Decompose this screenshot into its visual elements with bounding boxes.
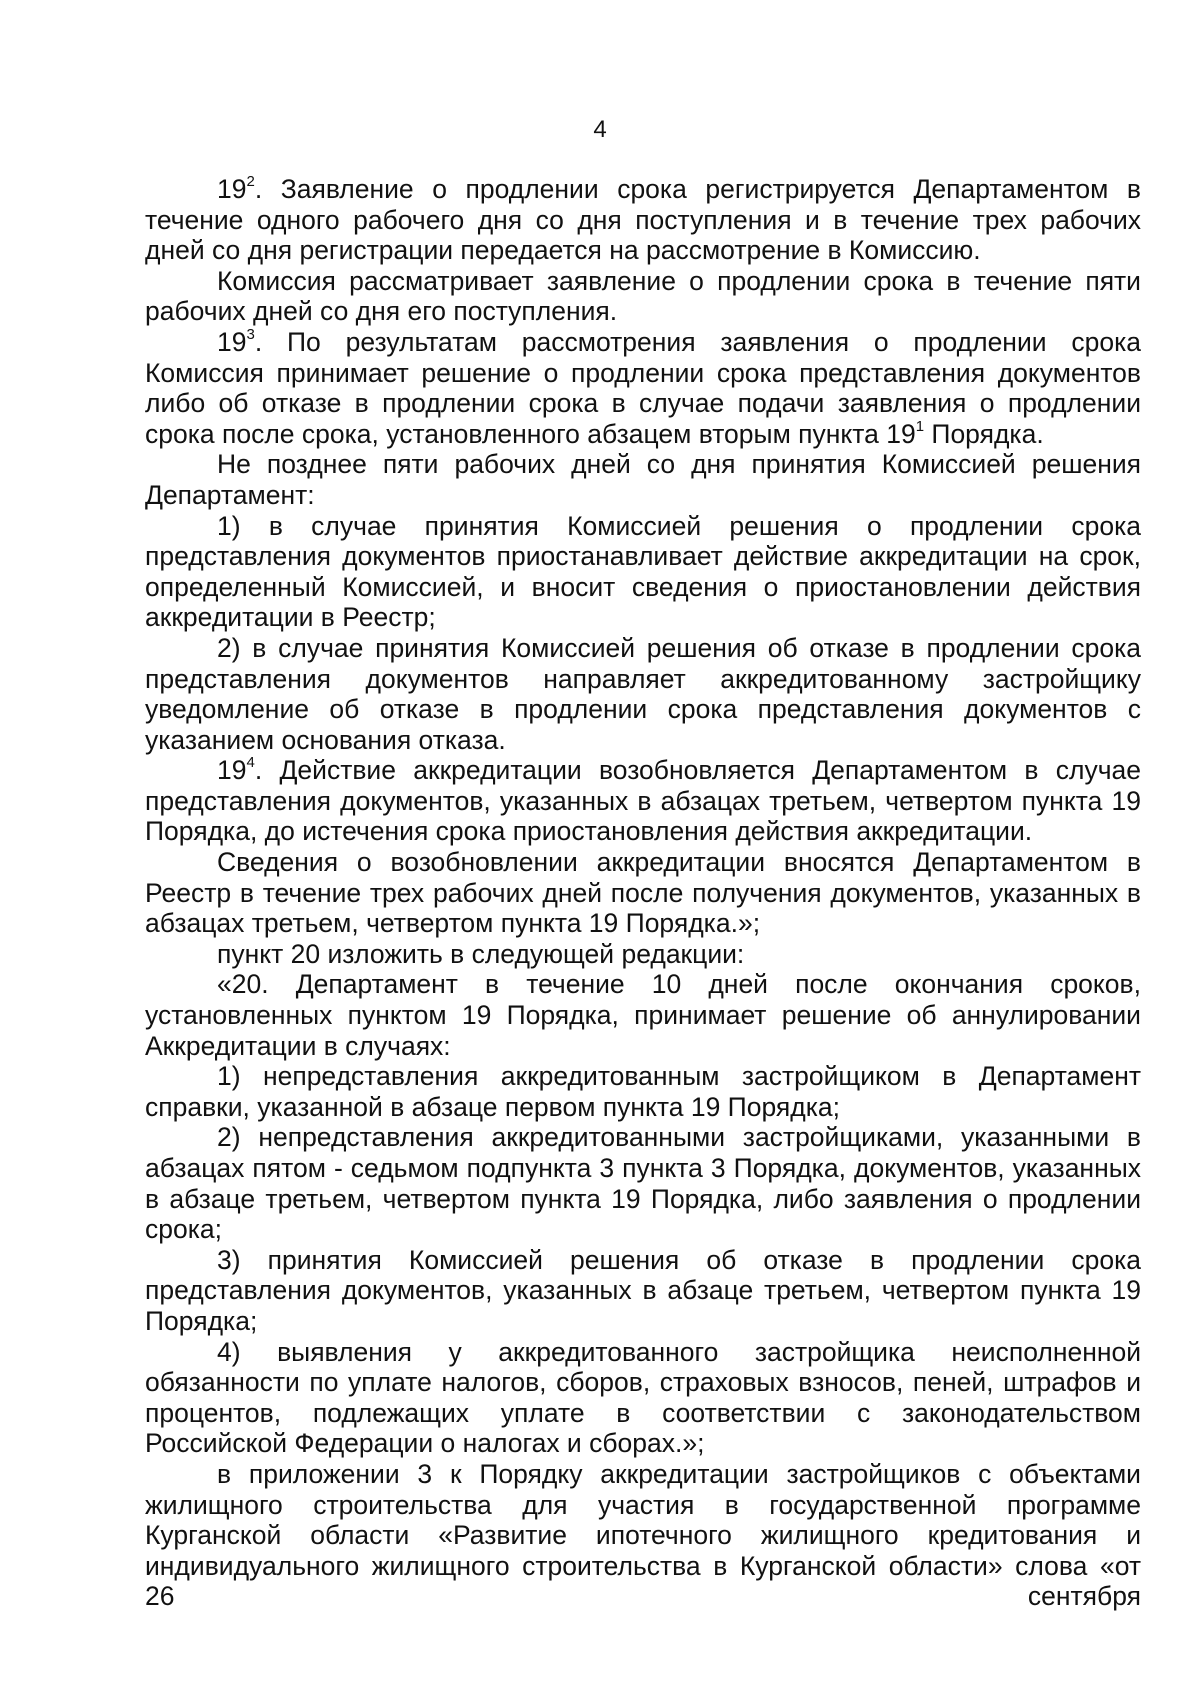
paragraph-text: 2) непредставления аккредитованными застройщиками, указанными в абзацах пятом - седьмом подпункта 3 пункта 3 Порядка, документов, указанных в абзаце третьем, четвертом пункта 19 Порядка, либо заявления о продлении срока;: [145, 1122, 1141, 1245]
list-item-20-1: [145, 1061, 1141, 1122]
paragraph-text: 4) выявления у аккредитованного застройщика неисполненной обязанности по уплате налогов, сборов, страховых взносов, пеней, штрафов и процентов, подлежащих уплате в соответствии с законодательством Российской Федерации о налогах и сборах.»;: [145, 1336, 1141, 1459]
paragraph-text: . По результатам рассмотрения заявления о продлении срока Комиссия принимает решение о продлении срока представления документов либо об отказе в продлении срока в случае подачи заявления о продлении срока после срока, установленного абзацем вторым пункта 19: [145, 326, 1141, 449]
paragraph-text-tail: Порядка.: [924, 418, 1044, 449]
paragraph-text: Сведения о возобновлении аккредитации вносятся Департаментом в Реестр в течение трех рабочих дней после получения документов, указанных в абзацах третьем, четвертом пункта 19 Порядка.»;: [145, 847, 1141, 939]
paragraph-item-20-intro: [145, 939, 1141, 970]
paragraph-19-2: [145, 174, 1141, 266]
paragraph-appendix-3: [145, 1459, 1141, 1612]
reference-superscript: 1: [915, 417, 925, 435]
page-number: 4: [593, 116, 607, 143]
clause-superscript: 3: [246, 326, 255, 344]
paragraph-text: . Заявление о продлении срока регистрируется Департаментом в течение одного рабочего дня со дня поступления и в течение трех рабочих дней со дня регистрации передается на рассмотрение в Комиссию.: [145, 174, 1141, 266]
list-item-20-2: [145, 1122, 1141, 1244]
paragraph-text: Комиссия рассматривает заявление о продлении срока в течение пяти рабочих дней со дня его поступления.: [145, 265, 1141, 327]
clause-number: 19: [217, 326, 247, 357]
paragraph-text: в приложении 3 к Порядку аккредитации застройщиков с объектами жилищного строительства для участия в государственной программе Курганской области «Развитие ипотечного жилищного кредитования и индивидуального жилищного строительства в Курганской области» слова «от 26 сентября: [145, 1458, 1141, 1612]
document-body: [145, 174, 1141, 1612]
clause-number: 19: [217, 755, 247, 786]
clause-number: 19: [217, 174, 247, 204]
list-item-20-4: [145, 1337, 1141, 1459]
list-item-1: [145, 511, 1141, 633]
paragraph-19-4: [145, 755, 1141, 847]
paragraph-text: 1) в случае принятия Комиссией решения о продлении срока представления документов приостанавливает действие аккредитации на срок, определенный Комиссией, и вносит сведения о приостановлении действия аккредитации в Реестр;: [145, 510, 1141, 633]
paragraph-text: пункт 20 изложить в следующей редакции:: [217, 938, 745, 969]
paragraph-20: [145, 969, 1141, 1061]
paragraph-text: 2) в случае принятия Комиссией решения об отказе в продлении срока представления документов направляет аккредитованному застройщику уведомление об отказе в продлении срока представления документов с указанием основания отказа.: [145, 632, 1141, 755]
paragraph-text: Не позднее пяти рабочих дней со дня принятия Комиссией решения Департамент:: [145, 449, 1141, 510]
clause-superscript: 4: [246, 754, 255, 772]
paragraph-commission-review: [145, 266, 1141, 327]
list-item-20-3: [145, 1245, 1141, 1337]
paragraph-deadline: [145, 449, 1141, 510]
paragraph-text: «20. Департамент в течение 10 дней после окончания сроков, установленных пунктом 19 Порядка, принимает решение об аннулировании Аккредитации в случаях:: [145, 969, 1141, 1061]
paragraph-text: 1) непредставления аккредитованным застройщиком в Департамент справки, указанной в абзаце первом пункта 19 Порядка;: [145, 1061, 1141, 1122]
paragraph-19-3: [145, 327, 1141, 449]
paragraph-text: . Действие аккредитации возобновляется Департаментом в случае представления документов, указанных в абзацах третьем, четвертом пункта 19 Порядка, до истечения срока приостановления действия аккредитации.: [145, 755, 1141, 847]
clause-superscript: 2: [246, 173, 255, 191]
list-item-2: [145, 633, 1141, 755]
paragraph-renewal-info: [145, 847, 1141, 939]
paragraph-text: 3) принятия Комиссией решения об отказе в продлении срока представления документов, указанных в абзаце третьем, четвертом пункта 19 Порядка;: [145, 1244, 1141, 1336]
